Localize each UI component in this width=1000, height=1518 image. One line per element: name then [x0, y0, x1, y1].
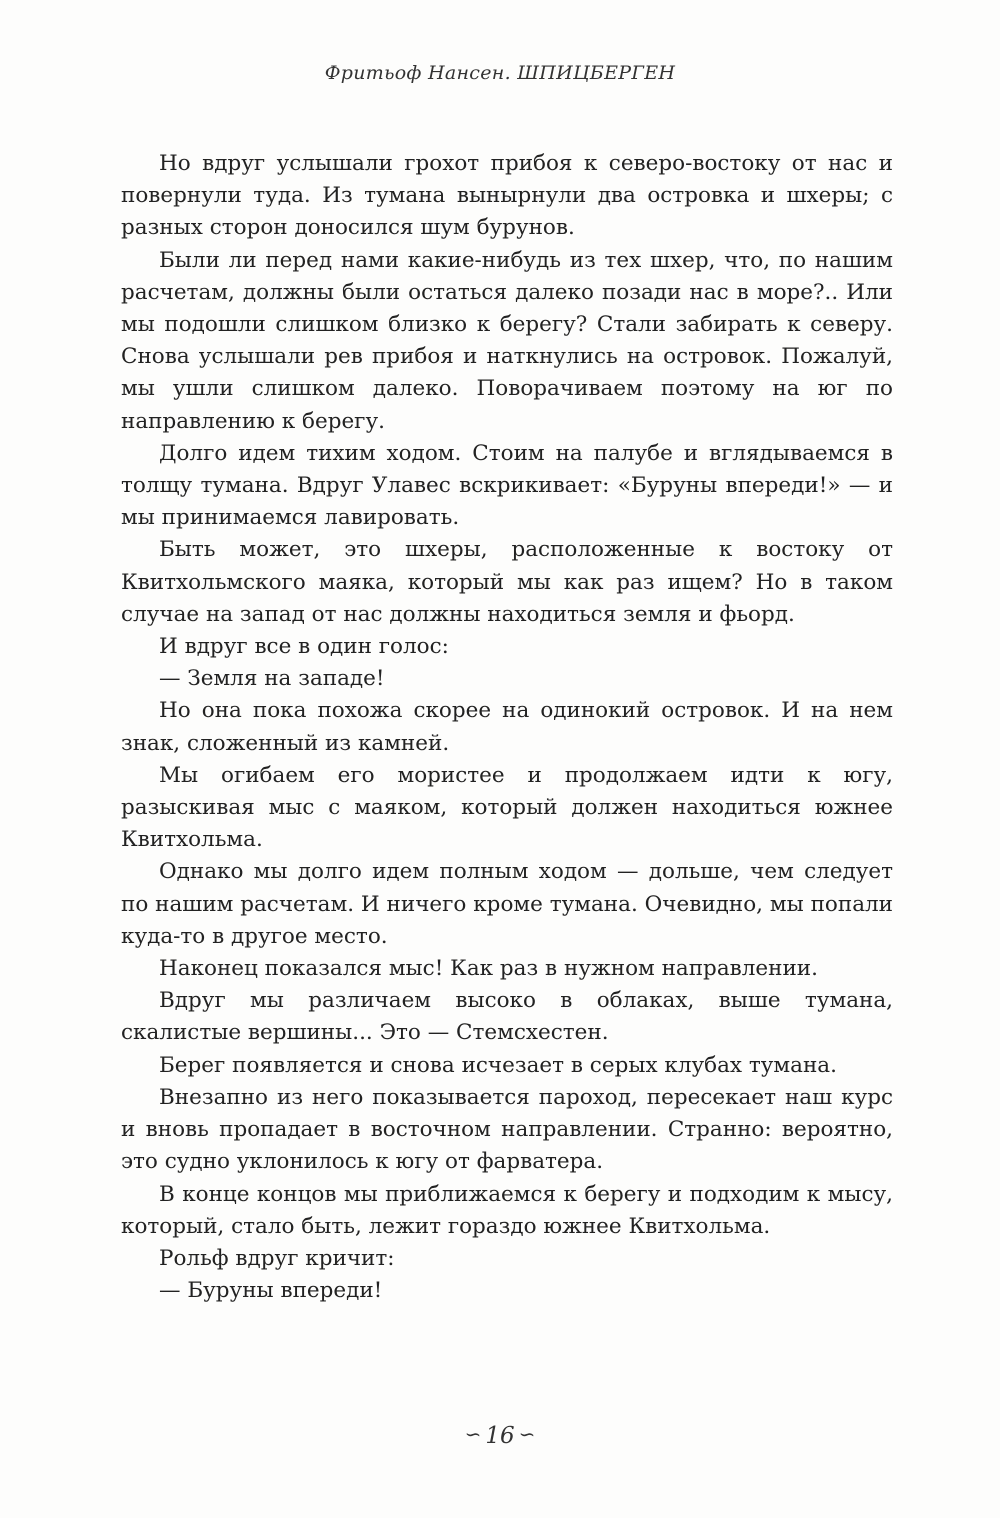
paragraph: В конце концов мы приближаемся к берегу и подходим к мысу, который, стало быть, лежит гораздо южнее Квитхольма.: [121, 1181, 893, 1239]
paragraph: Внезапно из него показывается пароход, пересекает наш курс и вновь пропадает в восточном направлении. Странно: вероятно, это судно уклонилось к югу от фарватера.: [121, 1084, 893, 1175]
page-number: [0, 1422, 1000, 1449]
folio-ornament-left-icon: ∽: [464, 1422, 482, 1446]
paragraph: Быть может, это шхеры, расположенные к востоку от Квитхольмского маяка, который мы как раз ищем? Но в таком случае на запад от нас должны находиться земля и фьорд.: [121, 537, 893, 627]
paragraph: — Буруны впереди!: [159, 1278, 383, 1304]
page-number-value: 16: [485, 1423, 515, 1449]
body-text: [121, 148, 893, 1307]
paragraph: Берег появляется и снова исчезает в серых клубах тумана.: [159, 1052, 837, 1078]
paragraph: Но вдруг услышали грохот прибоя к северо-востоку от нас и повернули туда. Из тумана вынырнули два островка и шхеры; с разных сторон доносился шум бурунов.: [121, 151, 893, 241]
paragraph: Наконец показался мыс! Как раз в нужном направлении.: [159, 956, 818, 982]
paragraph: И вдруг все в один голос:: [159, 634, 449, 660]
paragraph: Но она пока похожа скорее на одинокий островок. И на нем знак, сложенный из камней.: [121, 698, 893, 756]
paragraph: Вдруг мы различаем высоко в облаках, выше тумана, скалистые вершины... Это — Стемсхестен.: [121, 988, 893, 1046]
paragraph: Долго идем тихим ходом. Стоим на палубе и вглядываемся в толщу тумана. Вдруг Улавес вскрикивает: «Буруны впереди!» — и мы принимаемся лавировать.: [121, 440, 893, 531]
paragraph: Мы огибаем его мористее и продолжаем идти к югу, разыскивая мыс с маяком, который должен находиться южнее Квитхольма.: [121, 762, 893, 853]
folio-ornament-right-icon: ∽: [518, 1422, 536, 1446]
paragraph: — Земля на западе!: [159, 666, 385, 692]
running-head: Фритьоф Нансен. ШПИЦБЕРГЕН: [324, 62, 676, 84]
paragraph: Однако мы долго идем полным ходом — дольше, чем следует по нашим расчетам. И ничего кроме тумана. Очевидно, мы попали куда-то в другое место.: [121, 859, 893, 949]
paragraph: Рольф вдруг кричит:: [159, 1245, 395, 1271]
paragraph: Были ли перед нами какие-нибудь из тех шхер, что, по нашим расчетам, должны были остаться далеко позади нас в море?.. Или мы подошли слишком близко к берегу? Стали забирать к северу. Снова услышали рев прибоя и наткнулись на островок. Пожалуй, мы ушли слишком далеко. Поворачиваем поэтому на юг по направлению к берегу.: [121, 247, 893, 434]
